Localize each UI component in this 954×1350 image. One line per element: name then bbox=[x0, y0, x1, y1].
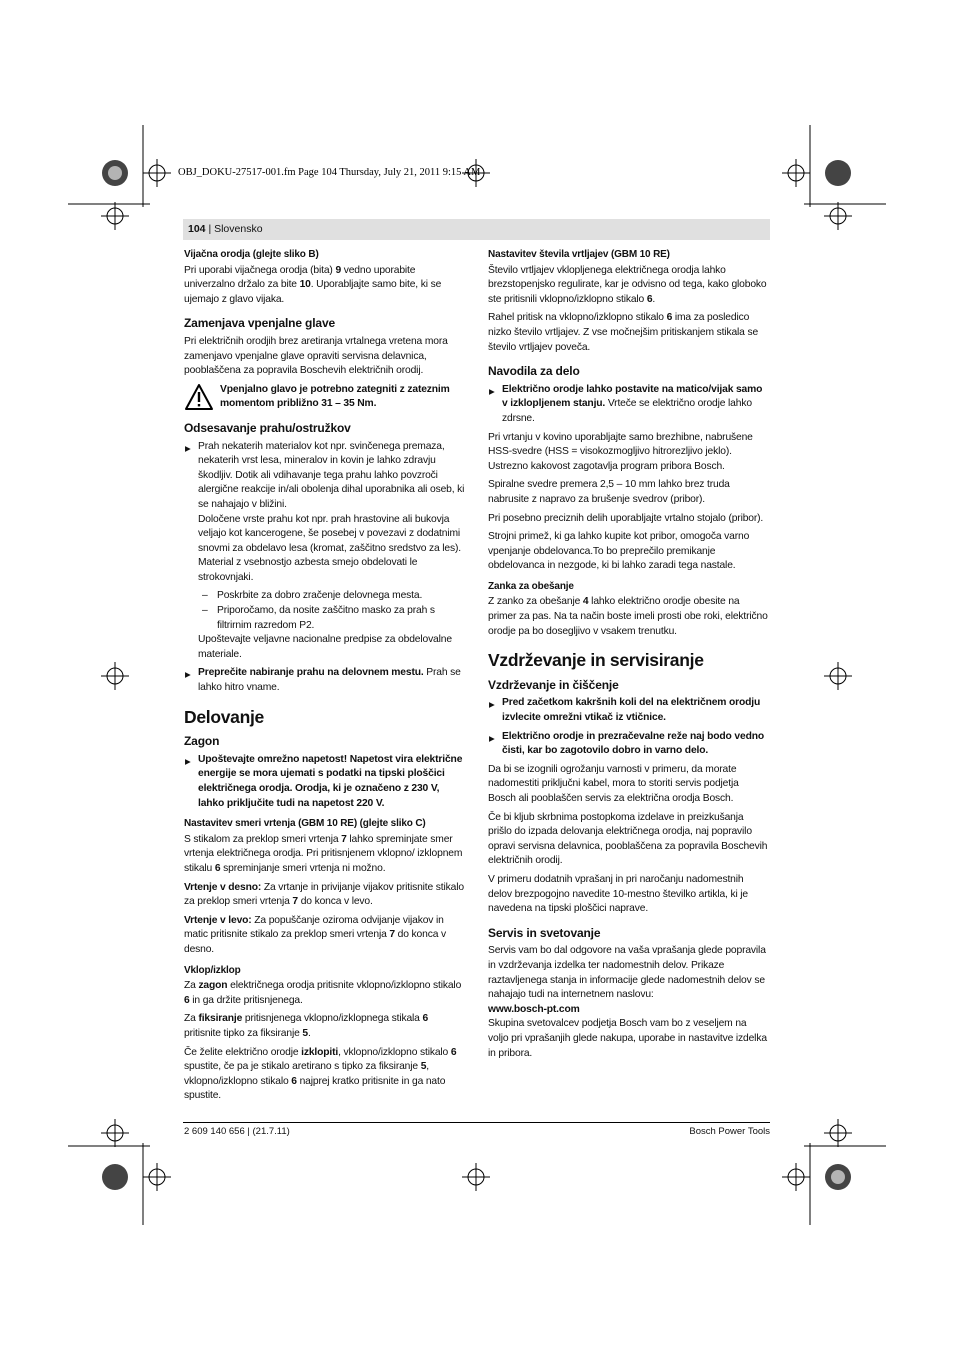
url-link[interactable]: www.bosch-pt.com bbox=[488, 1003, 580, 1015]
section-heading: Nastavitev števila vrtljajev (GBM 10 RE) bbox=[488, 249, 670, 260]
footer-doc-number: 2 609 140 656 | (21.7.11) bbox=[184, 1126, 290, 1137]
paragraph: Če želite električno orodje izklopiti, vklopno/izklopno stikalo 6 spustite, če pa je stikalo aretirano s tipko za fiksiranje 5, vklopno/izklopno stikalo 6 najprej kratko pritisnite in ga nato spustite. bbox=[184, 1046, 457, 1102]
subsection-heading: Servis in svetovanje bbox=[488, 925, 601, 940]
paragraph: Strojni primež, ki ga lahko kupite kot pribor, omogoča varno vpenjanje obdelovanca.To bo preprečilo premikanje obdelovanca in nezgode, ki bi lahko zaradi tega nastale. bbox=[488, 531, 750, 572]
paragraph: Za fiksiranje pritisnjenega vklopno/izklopnega stikala 6 pritisnite tipko za fiksiranje 5. bbox=[184, 1013, 429, 1039]
paragraph: Rahel pritisk na vklopno/izklopno stikalo 6 ima za posledico nizko število vrtljajev. Z vse močnejšim pritiskanjem stikala se število vrtljajev poveča. bbox=[488, 312, 759, 353]
paragraph: Za zagon električnega orodja pritisnite vklopno/izklopno stikalo 6 in ga držite pritisnjenega. bbox=[184, 980, 462, 1006]
section-heading: Vijačna orodja (glejte sliko B) bbox=[184, 249, 319, 260]
paragraph: Z zanko za obešanje 4 lahko električno orodje obesite na primer za pas. Na ta način boste imeli prosti obe roki, električno orodje pa bo dosegljivo v vsakem trenutku. bbox=[488, 596, 768, 637]
footer-brand: Bosch Power Tools bbox=[689, 1126, 770, 1137]
section-heading: Zanka za obešanje bbox=[488, 580, 574, 592]
warning-box bbox=[184, 383, 465, 412]
bullet-item: ▶ Prah nekaterih materialov kot npr. svinčenega premaza, nekaterih vrst lesa, mineralov in kovin je lahko zdravju škodljiv. Dotik ali vdihavanje tega prahu lahko povzroči alergične reakcije in/ali obolenja dihal uporabnika ali oseb, ki se nahajajo v bližini. Določene vrste prahu kot npr. prah hrastovine ali bukovja veljajo kot kancerogene, še posebej v povezavi z dodatnimi snovmi za obdelavo lesa (kromat, zaščitno sredstvo za les). Material z vsebnostjo azbesta smejo obdelovati le strokovnjaki. bbox=[184, 440, 465, 586]
subsection-heading: Vzdrževanje in čiščenje bbox=[488, 677, 619, 692]
bullet-item: ▶ Upoštevajte omrežno napetost! Napetost vira električne energije se mora ujemati s podatki na tipski ploščici električnega orodja. Orodja, ki je označeno z 230 V, lahko priključite tudi na napetost 220 V. bbox=[184, 753, 465, 811]
subsection-heading: Zamenjava vpenjalne glave bbox=[184, 316, 335, 331]
paragraph: Pri uporabi vijačnega orodja (bita) 9 vedno uporabite univerzalno držalo za bite 10. Uporabljajte samo bite, ki se ujemajo z glavo vijaka. bbox=[184, 264, 442, 305]
page-number: 104 bbox=[188, 223, 206, 235]
bullet-item: ▶ Električno orodje lahko postavite na matico/vijak samo v izklopljenem stanju. Vrteče se električno orodje lahko zdrsne. bbox=[488, 383, 769, 427]
section-heading: Nastavitev smeri vrtenja (GBM 10 RE) (glejte sliko C) bbox=[184, 818, 426, 830]
footer-rule bbox=[183, 1122, 770, 1123]
page-header bbox=[188, 223, 263, 235]
subsection-heading: Zagon bbox=[184, 734, 220, 749]
chapter-heading: Vzdrževanje in servisiranje bbox=[488, 650, 704, 671]
print-header-line: OBJ_DOKU-27517-001.fm Page 104 Thursday, July 21, 2011 9:15 AM bbox=[178, 167, 481, 178]
paragraph: Vrtenje v desno: Za vrtanje in privijanje vijakov pritisnite stikalo za preklop smeri vrtenja 7 do konca v levo. bbox=[184, 881, 464, 908]
right-column bbox=[488, 248, 769, 1065]
paragraph: Spiralne svedre premera 2,5 – 10 mm lahko brez truda nabrusite z napravo za brušenje svedrov (pribor). bbox=[488, 479, 730, 505]
dash-item: – Priporočamo, da nosite zaščitno masko za prah s filtrirnim razredom P2. bbox=[184, 604, 465, 633]
section-heading: Vklop/izklop bbox=[184, 964, 241, 976]
bullet-item: ▶ Električno orodje in prezračevalne reže naj bodo vedno čisti, kar bo zagotovilo dobro in varno delo. bbox=[488, 730, 769, 759]
paragraph: Pri vrtanju v kovino uporabljajte samo brezhibne, nabrušene HSS-svedre (HSS = visokozmogljivo hitrorezljivo jeklo). Ustrezno kakovost zagotavlja program pribora Bosch. bbox=[488, 431, 753, 472]
bullet-item: ▶ Pred začetkom kakršnih koli del na električnem orodju izvlecite omrežni vtikač iz vtičnice. bbox=[488, 696, 769, 725]
paragraph: Da bi se izognili ogrožanju varnosti v primeru, da morate nadomestiti priključni kabel, mora to storiti servis podjetja Bosch ali pooblaščen servis za električna orodja Bosch. bbox=[488, 763, 739, 804]
paragraph: Pri električnih orodjih brez aretiranja vrtalnega vretena mora zamenjavo vpenjalne glave opraviti servisna delavnica, pooblaščena za popravila Boschevih električnih orodij. bbox=[184, 335, 448, 377]
section-label: | Slovensko bbox=[205, 223, 263, 235]
paragraph: Vrtenje v levo: Za popuščanje oziroma odvijanje vijakov in matic pritisnite stikalo za preklop smeri vrtenja 7 do konca v desno. bbox=[184, 914, 446, 955]
paragraph: Pri posebno preciznih delih uporabljajte vrtalno stojalo (pribor). bbox=[488, 512, 764, 524]
paragraph: Število vrtljajev vklopljenega električnega orodja lahko brezstopenjsko regulirate, kar je odvisno od tega, kako globoko ste pritisnili vklopno/izklopno stikalo 6. bbox=[488, 264, 767, 305]
dash-item: – Poskrbite za dobro zračenje delovnega mesta. bbox=[184, 589, 465, 604]
paragraph: Če bi kljub skrbnima postopkoma izdelave in preizkušanja prišlo do izpada delovanja električnega orodja, naj popravilo opravi servisna delavnica, pooblaščena za popravila Boschevih električnih orodij. bbox=[488, 811, 768, 867]
bullet-item: ▶ Preprečite nabiranje prahu na delovnem mestu. Prah se lahko hitro vname. bbox=[184, 666, 465, 695]
subsection-heading: Odsesavanje prahu/ostružkov bbox=[184, 420, 351, 435]
page-header-bar bbox=[183, 219, 770, 240]
paragraph: Servis vam bo dal odgovore na vaša vprašanja glede popravila in vzdrževanja izdelka ter nadomestnih delov. Prikaze raztavljenega stanja in informacije glede nadomestnih delov se nahajajo tudi na internetnem naslovu: bbox=[488, 945, 766, 1001]
warning-text: Vpenjalno glavo je potrebno zategniti z zateznim momentom približno 31 – 35 Nm. bbox=[220, 383, 450, 410]
chapter-heading: Delovanje bbox=[184, 706, 264, 727]
paragraph: V primeru dodatnih vprašanj in pri naročanju nadomestnih delov brezpogojno navedite 10-mestno številko artikla, ki je navedena na tipski ploščici naprave. bbox=[488, 873, 749, 915]
paragraph: Upoštevajte veljavne nacionalne predpise za obdelovalne materiale. bbox=[198, 634, 452, 660]
paragraph: Skupina svetovalcev podjetja Bosch vam bo z veseljem na voljo pri vprašanjih glede nakupa, uporabe in nastavitve izdelka in pribora. bbox=[488, 1018, 767, 1059]
subsection-heading: Navodila za delo bbox=[488, 364, 580, 379]
left-column bbox=[184, 248, 465, 1108]
warning-triangle-icon bbox=[184, 383, 214, 411]
paragraph: S stikalom za preklop smeri vrtenja 7 lahko spreminjate smer vrtenja električnega orodja. Pri pritisnjenem vklopno/ izklopnem stikalu 6 spreminjanje smeri vrtenja ni možno. bbox=[184, 833, 463, 874]
